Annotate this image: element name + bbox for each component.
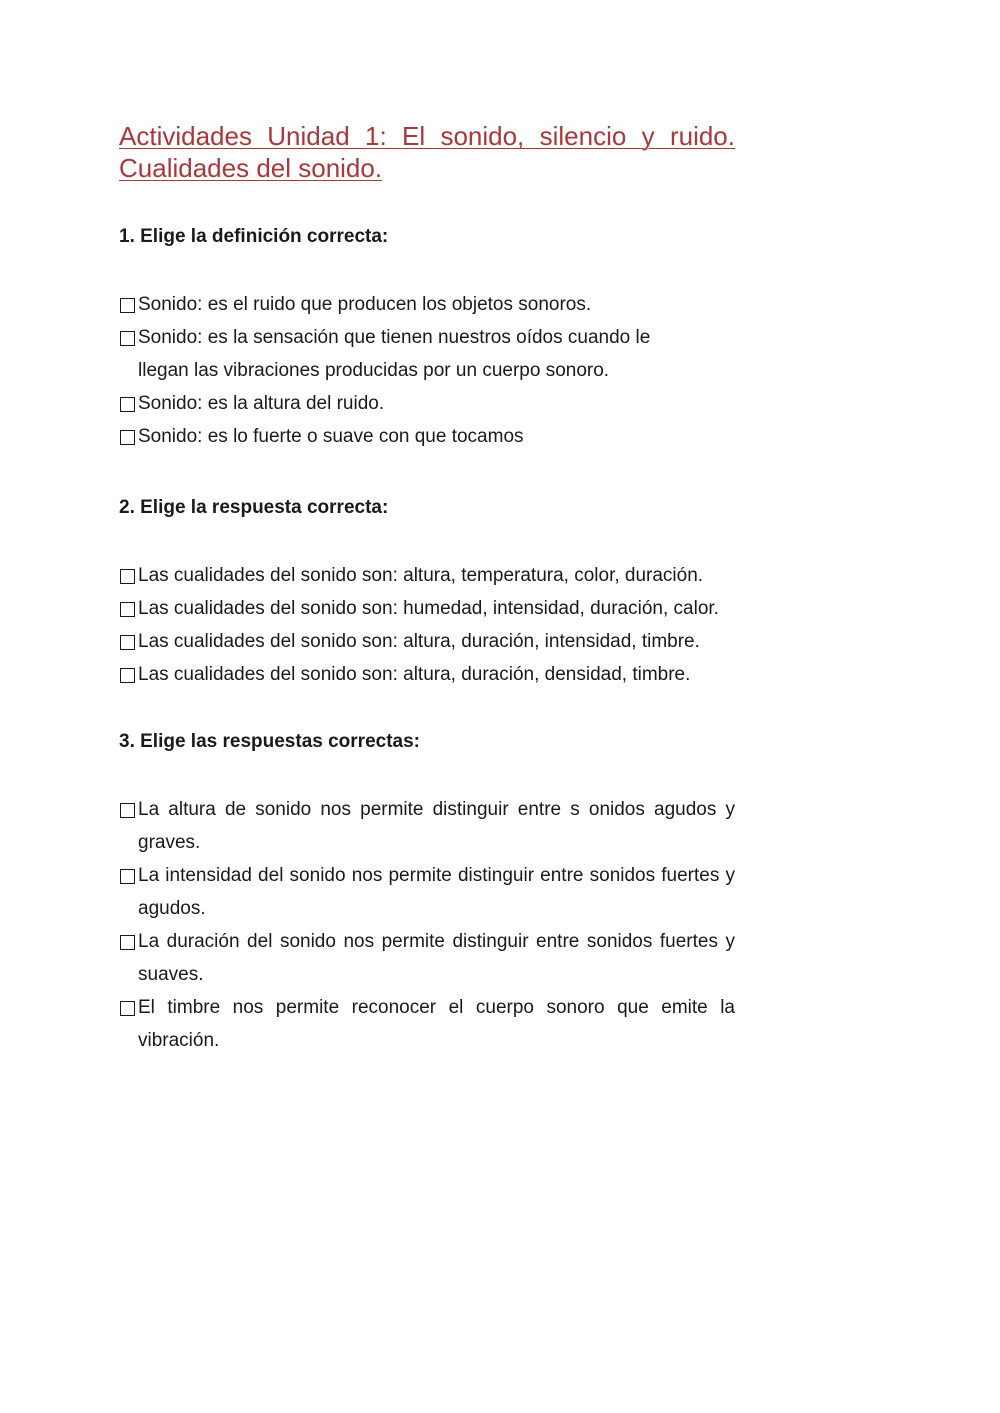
option-label: Sonido: es lo fuerte o suave con que tocamos (138, 426, 524, 447)
checkbox-icon[interactable] (120, 298, 135, 313)
checkbox-icon[interactable] (120, 635, 135, 650)
option-label: La duración del sonido nos permite distinguir entre sonidos fuertes y suaves. (138, 931, 735, 985)
question-3-option-3[interactable] (119, 925, 735, 991)
option-label: Las cualidades del sonido son: altura, duración, densidad, timbre. (138, 664, 691, 685)
checkbox-icon[interactable] (120, 569, 135, 584)
checkbox-icon[interactable] (120, 331, 135, 346)
option-label: La intensidad del sonido nos permite distinguir entre sonidos fuertes y agudos. (138, 865, 735, 919)
question-2-option-3[interactable] (119, 625, 735, 658)
question-3-option-4[interactable] (119, 991, 735, 1057)
question-3 (119, 729, 735, 1057)
option-label: Sonido: es la sensación que tienen nuestros oídos cuando le llegan las vibraciones producidas por un cuerpo sonoro. (138, 327, 651, 381)
checkbox-icon[interactable] (120, 1001, 135, 1016)
question-2-options (119, 559, 735, 691)
question-1 (119, 224, 735, 453)
question-1-options (119, 288, 735, 453)
checkbox-icon[interactable] (120, 803, 135, 818)
checkbox-icon[interactable] (120, 935, 135, 950)
question-1-option-1[interactable] (119, 288, 735, 321)
checkbox-icon[interactable] (120, 397, 135, 412)
option-label: Sonido: es el ruido que producen los objetos sonoros. (138, 294, 592, 315)
worksheet-title: Actividades Unidad 1: El sonido, silencio y ruido. Cualidades del sonido. (119, 121, 735, 183)
option-label: Las cualidades del sonido son: altura, duración, intensidad, timbre. (138, 631, 700, 652)
option-label: Las cualidades del sonido son: humedad, intensidad, duración, calor. (138, 598, 719, 619)
option-label: El timbre nos permite reconocer el cuerpo sonoro que emite la vibración. (138, 997, 735, 1051)
question-2-option-2[interactable] (119, 592, 735, 625)
question-1-option-3[interactable] (119, 387, 735, 420)
option-label: Sonido: es la altura del ruido. (138, 393, 385, 414)
question-3-heading: 3. Elige las respuestas correctas: (119, 731, 420, 752)
question-3-option-1[interactable] (119, 793, 735, 859)
question-1-option-4[interactable] (119, 420, 735, 453)
option-label: Las cualidades del sonido son: altura, temperatura, color, duración. (138, 565, 704, 586)
question-1-option-2[interactable] (119, 321, 735, 387)
option-label: La altura de sonido nos permite distinguir entre s onidos agudos y graves. (138, 799, 735, 853)
worksheet (119, 120, 735, 1057)
question-1-heading: 1. Elige la definición correcta: (119, 226, 389, 247)
question-2-heading: 2. Elige la respuesta correcta: (119, 497, 389, 518)
question-3-option-2[interactable] (119, 859, 735, 925)
question-3-options (119, 793, 735, 1057)
checkbox-icon[interactable] (120, 430, 135, 445)
question-2-option-1[interactable] (119, 559, 735, 592)
checkbox-icon[interactable] (120, 869, 135, 884)
question-2 (119, 495, 735, 691)
question-2-option-4[interactable] (119, 658, 735, 691)
checkbox-icon[interactable] (120, 602, 135, 617)
checkbox-icon[interactable] (120, 668, 135, 683)
